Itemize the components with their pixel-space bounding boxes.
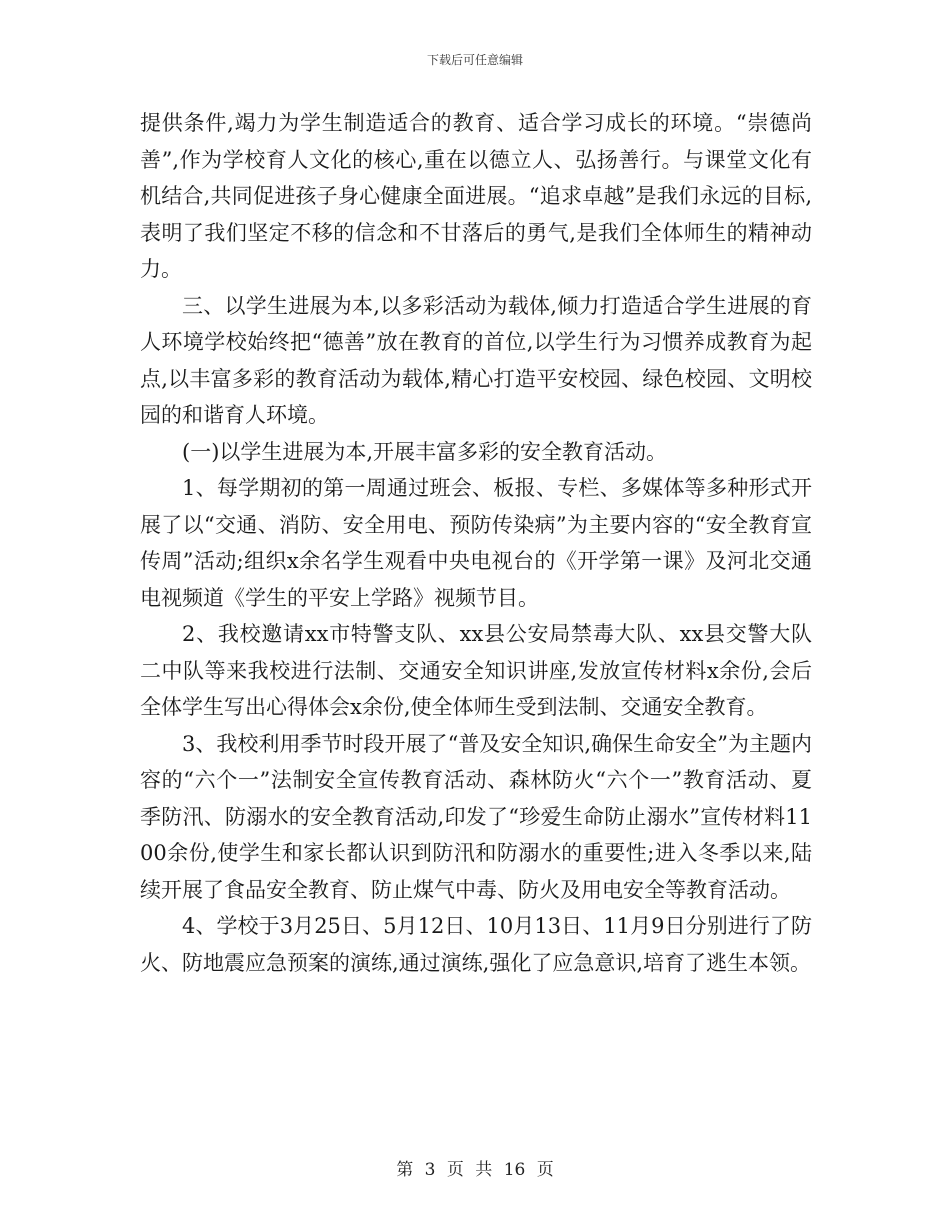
page-number: 第 3 页 共 16 页 xyxy=(396,1160,554,1180)
paragraph-item-4: 4、学校于3月25日、5月12日、10月13日、11月9日分别进行了防火、防地震应急预案的演练,通过演练,强化了应急意识,培育了逃生本领。 xyxy=(140,914,812,975)
paragraph-item-3: 3、我校利用季节时段开展了“普及安全知识,确保生命安全”为主题内容的“六个一”法制安全宣传教育活动、森林防火“六个一”教育活动、夏季防汛、防溺水的安全教育活动,印发了“珍爱生命防止溺水”宣传材料1100余份,使学生和家长都认识到防汛和防溺水的重要性;进入冬季以来,陆续开展了食品安全教育、防止煤气中毒、防火及用电安全等教育活动。 xyxy=(140,731,812,902)
paragraph-item-1: 1、每学期初的第一周通过班会、板报、专栏、多媒体等多种形式开展了以“交通、消防、安全用电、预防传染病”为主要内容的“安全教育宣传周”活动;组织x余名学生观看中央电视台的《开学第一课》及河北交通电视频道《学生的平安上学路》视频节目。 xyxy=(140,476,812,610)
paragraph-section-three: 三、以学生进展为本,以多彩活动为载体,倾力打造适合学生进展的育人环境学校始终把“德善”放在教育的首位,以学生行为习惯养成教育为起点,以丰富多彩的教育活动为载体,精心打造平安校园、绿色校园、文明校园的和谐育人环境。 xyxy=(140,293,812,427)
paragraph-subsection-one: (一)以学生进展为本,开展丰富多彩的安全教育活动。 xyxy=(182,439,668,464)
page-header: 下载后可任意编辑 xyxy=(426,53,523,67)
paragraph-item-2: 2、我校邀请xx市特警支队、xx县公安局禁毒大队、xx县交警大队二中队等来我校进行法制、交通安全知识讲座,发放宣传材料x余份,会后全体学生写出心得体会x余份,使全体师生受到法制、交通安全教育。 xyxy=(140,622,812,719)
document-body xyxy=(140,105,812,981)
paragraph-continuation: 提供条件,竭力为学生制造适合的教育、适合学习成长的环境。“崇德尚善”,作为学校育人文化的核心,重在以德立人、弘扬善行。与课堂文化有机结合,共同促进孩子身心健康全面进展。“追求卓越”是我们永远的目标,表明了我们坚定不移的信念和不甘落后的勇气,是我们全体师生的精神动力。 xyxy=(140,111,812,281)
